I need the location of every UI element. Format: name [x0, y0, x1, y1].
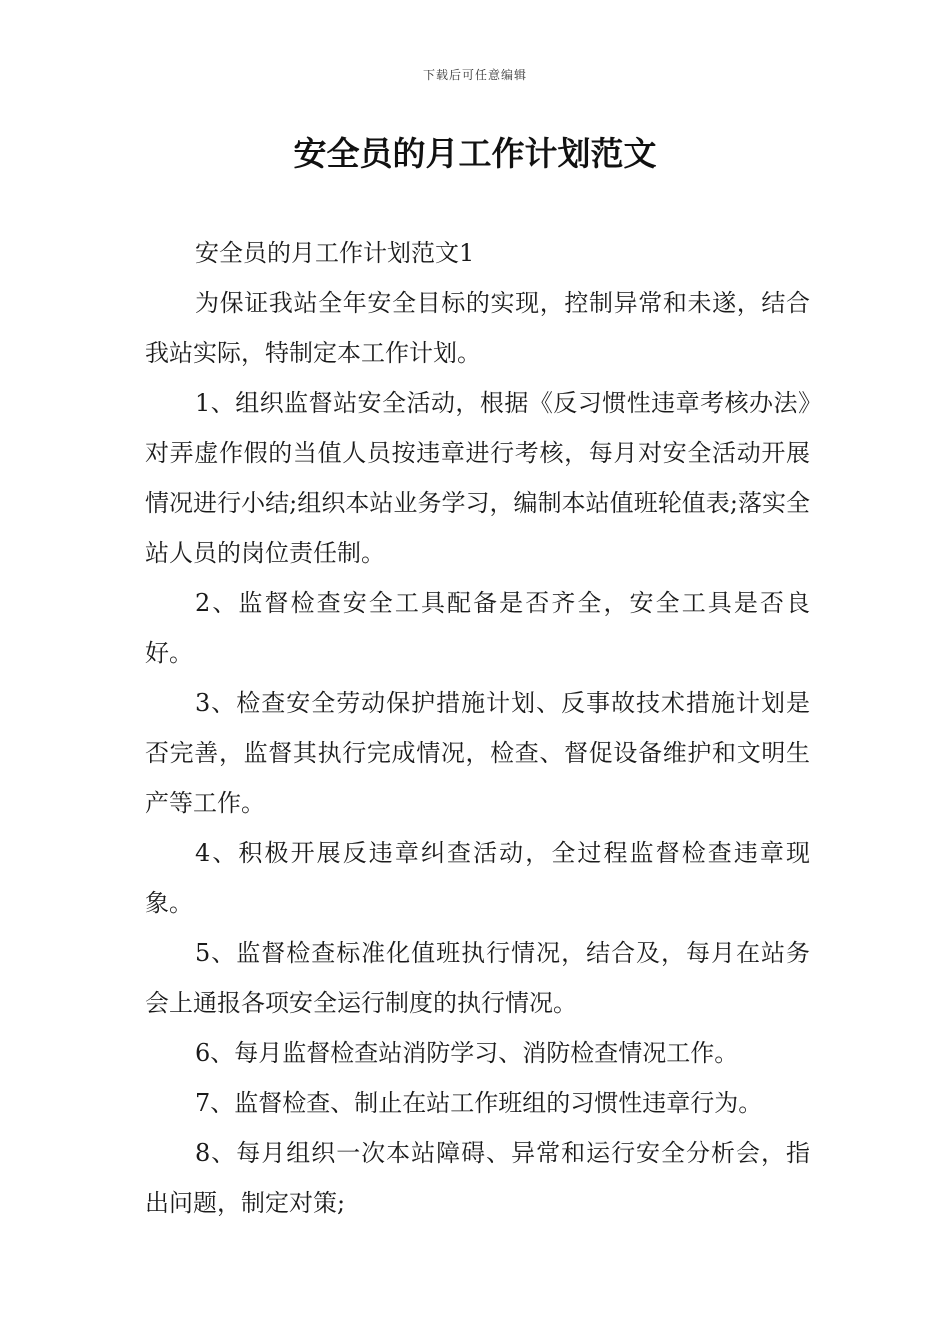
document-title: 安全员的月工作计划范文	[293, 134, 657, 173]
paragraph-intro: 为保证我站全年安全目标的实现，控制异常和未遂，结合我站实际，特制定本工作计划。	[145, 289, 810, 367]
paragraph-item-4: 4、积极开展反违章纠查活动，全过程监督检查违章现象。	[145, 839, 810, 917]
document-body	[145, 228, 810, 1228]
paragraph-item-7: 7、监督检查、制止在站工作班组的习惯性违章行为。	[195, 1089, 763, 1117]
paragraph-item-1: 1、组织监督站安全活动，根据《反习惯性违章考核办法》对弄虚作假的当值人员按违章进行考核，每月对安全活动开展情况进行小结;组织本站业务学习，编制本站值班轮值表;落实全站人员的岗位责任制。	[145, 389, 810, 567]
header-note: 下载后可任意编辑	[422, 68, 527, 82]
paragraph-item-2: 2、监督检查安全工具配备是否齐全，安全工具是否良好。	[145, 589, 810, 667]
paragraph-item-5: 5、监督检查标准化值班执行情况，结合及，每月在站务会上通报各项安全运行制度的执行情况。	[145, 939, 810, 1017]
paragraph-subtitle: 安全员的月工作计划范文1	[195, 239, 475, 267]
paragraph-item-6: 6、每月监督检查站消防学习、消防检查情况工作。	[195, 1039, 739, 1067]
paragraph-item-3: 3、检查安全劳动保护措施计划、反事故技术措施计划是否完善，监督其执行完成情况，检查、督促设备维护和文明生产等工作。	[145, 689, 810, 817]
paragraph-item-8: 8、每月组织一次本站障碍、异常和运行安全分析会，指出问题，制定对策;	[145, 1139, 810, 1217]
